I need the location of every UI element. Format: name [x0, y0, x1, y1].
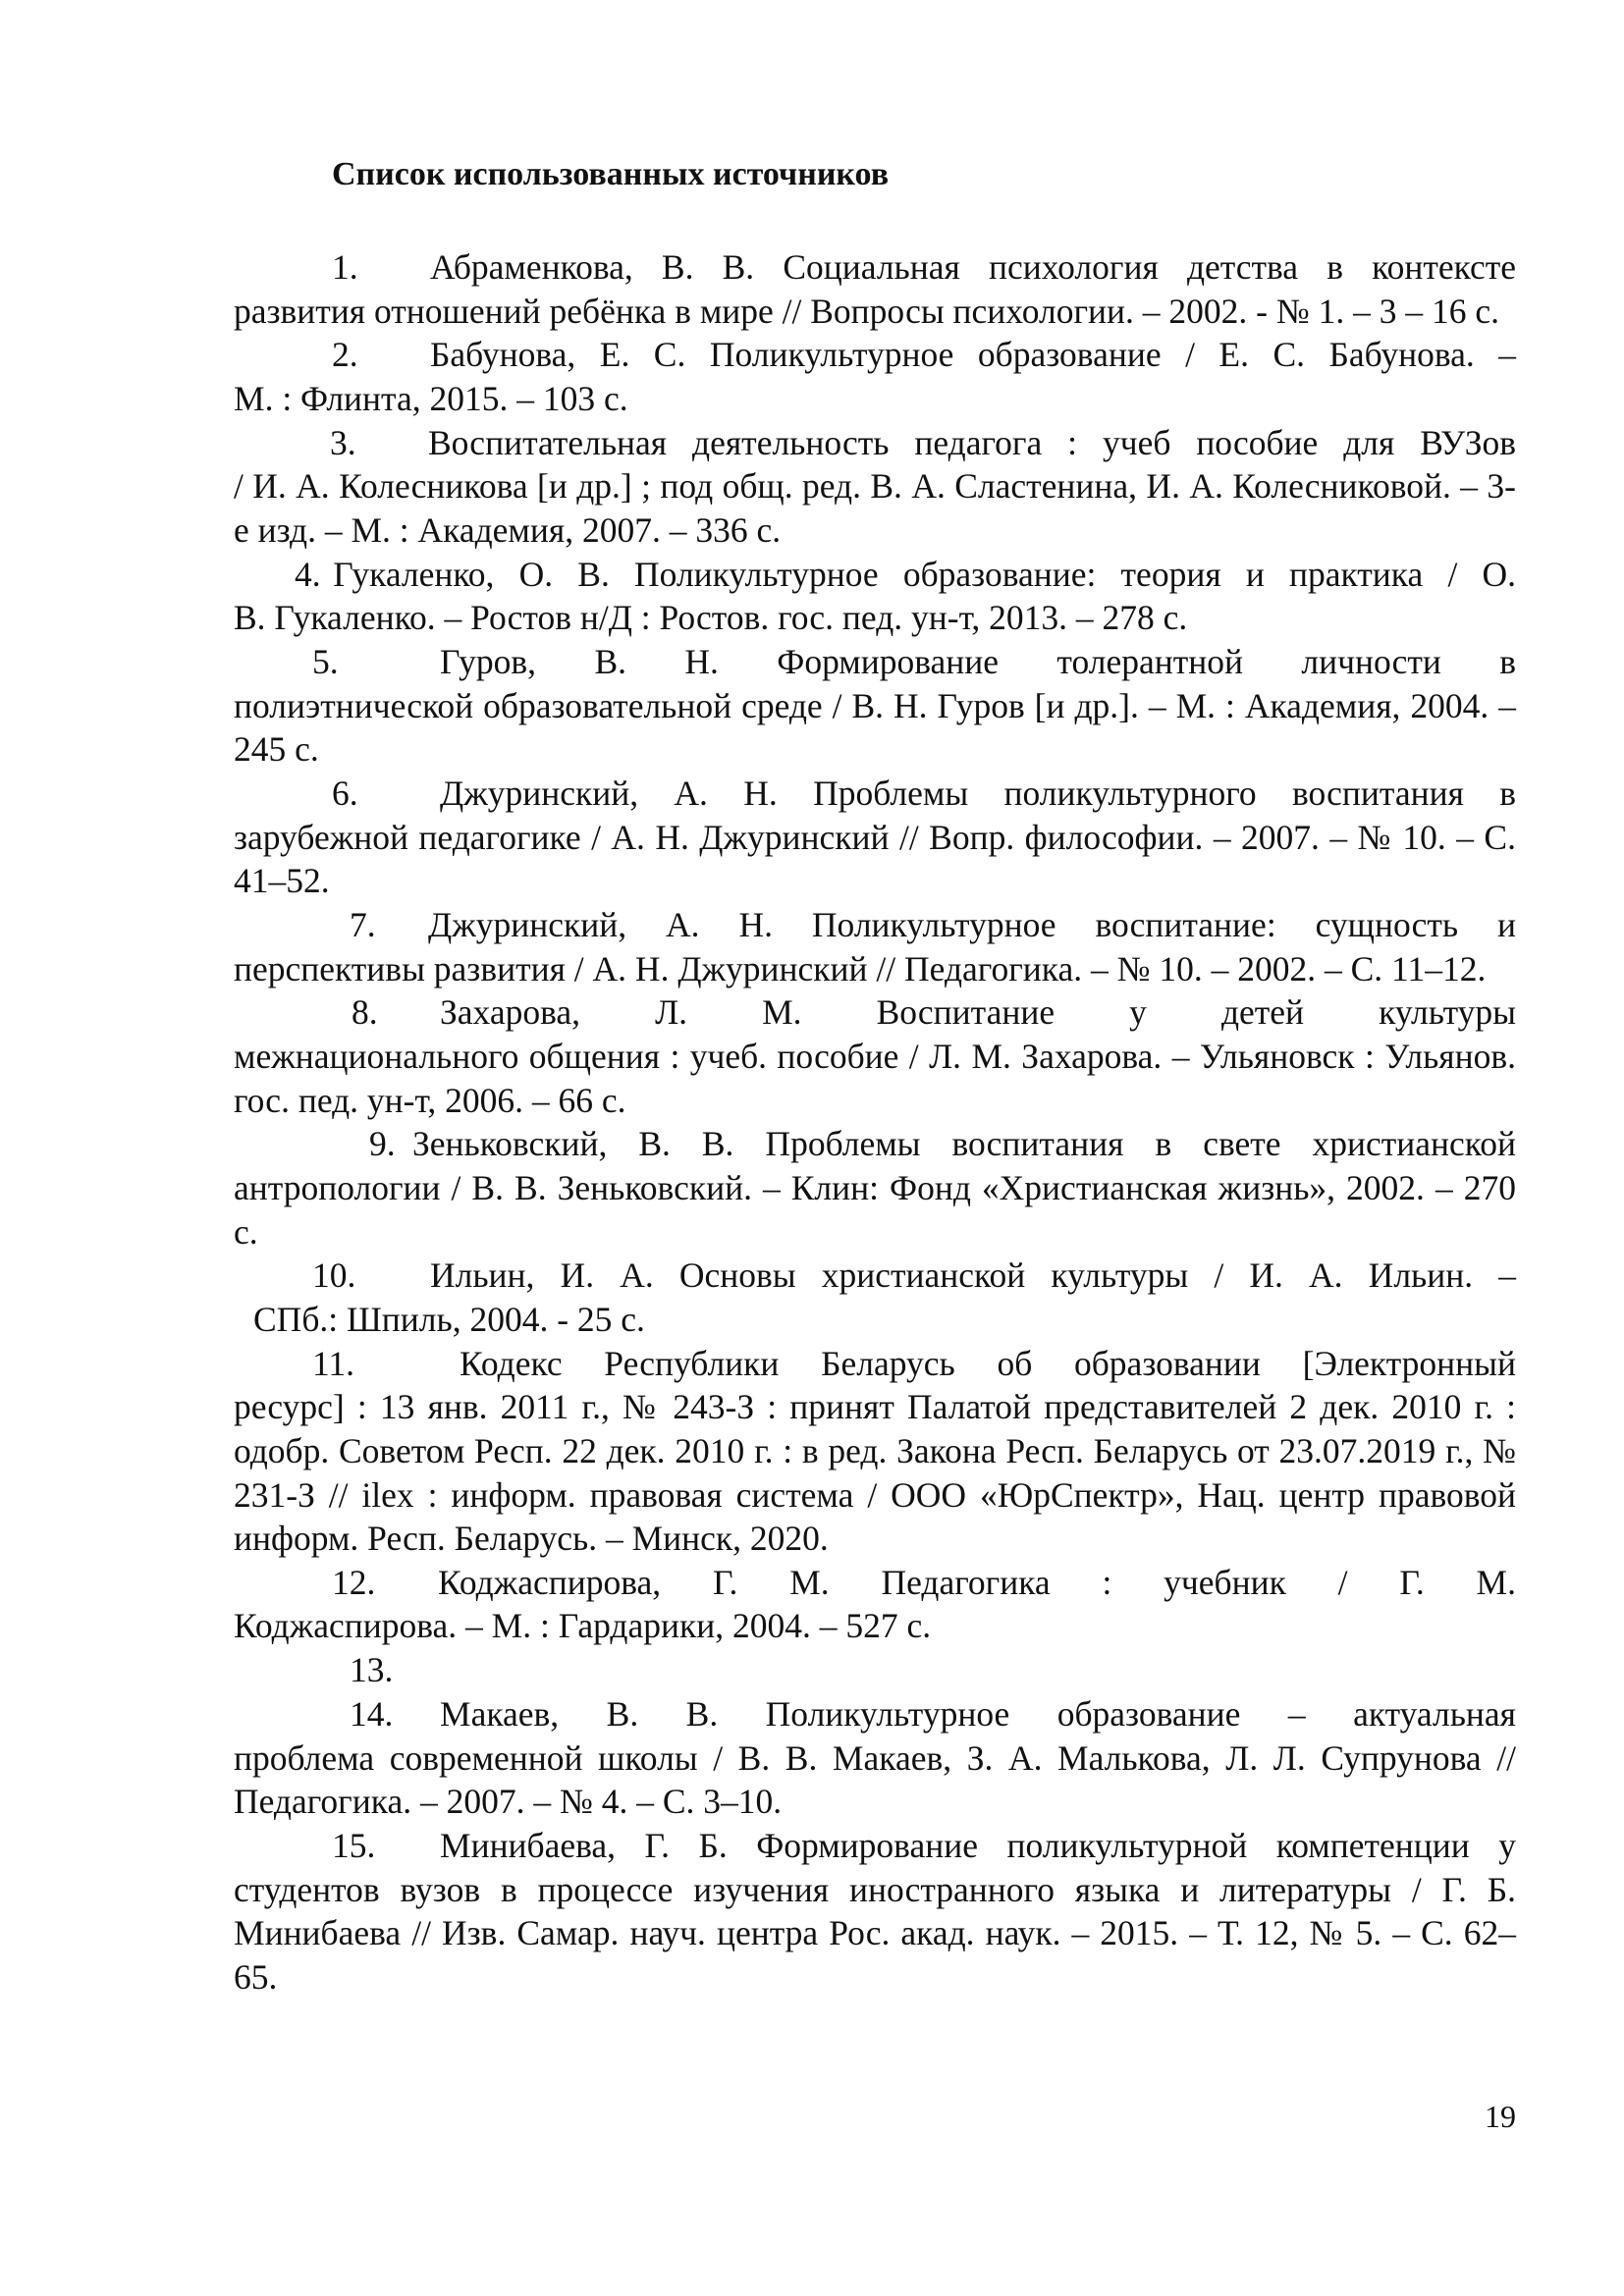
reference-entry-5: [234, 640, 1516, 772]
reference-entry-9: [234, 1122, 1516, 1254]
page-title: Список использованных источников: [332, 156, 890, 192]
reference-entry-15: [234, 1824, 1516, 1999]
entry-number: 13.: [350, 1650, 394, 1690]
reference-entry-2: [234, 333, 1516, 420]
page-number: 19: [1485, 2099, 1516, 2134]
entry-number: 3.: [330, 422, 356, 462]
reference-entry-7: [234, 903, 1516, 990]
entry-number: 4.: [295, 554, 321, 594]
entry-first-line: Бабунова, Е. С. Поликультурное образование / Е. С. Бабунова. –: [430, 335, 1516, 375]
entry-first-line: Кодекс Республики Беларусь об образовании [Электронный: [460, 1343, 1516, 1383]
entry-continuation: студентов вузов в процессе изучения иностранного языка и литературы / Г. Б. Минибаева // Изв. Самар. науч. центра Рос. акад. наук. – 2015. – Т. 12, № 5. – С. 62–65.: [234, 1869, 1516, 1997]
reference-entry-10: [234, 1254, 1516, 1341]
reference-entry-3: [234, 421, 1516, 553]
entry-first-line: Воспитательная деятельность педагога : учеб пособие для ВУЗов: [428, 422, 1516, 462]
entry-first-line: Минибаева, Г. Б. Формирование поликультурной компетенции у: [440, 1826, 1516, 1865]
entry-first-line: Коджаспирова, Г. М. Педагогика : учебник / Г. М.: [438, 1562, 1516, 1602]
entry-first-line: Джуринский, А. Н. Проблемы поликультурного воспитания в: [440, 774, 1516, 814]
reference-entry-1: [234, 245, 1516, 333]
entry-number: 14.: [350, 1694, 394, 1735]
reference-entry-6: [234, 772, 1516, 903]
entry-number: 5.: [312, 642, 339, 682]
entry-number: 12.: [332, 1562, 376, 1602]
entry-continuation: полиэтнической образовательной среде / В. Н. Гуров [и др.]. – М. : Академия, 2004. – 245 с.: [234, 685, 1516, 770]
entry-number: 7.: [350, 905, 376, 945]
entry-number: 6.: [332, 774, 358, 814]
entry-first-line: Гуров, В. Н. Формирование толерантной личности в: [440, 642, 1516, 682]
entry-number: 10.: [312, 1255, 356, 1296]
entry-first-line: Макаев, В. В. Поликультурное образование – актуальная: [440, 1694, 1516, 1735]
reference-entry-14: [234, 1692, 1516, 1824]
entry-continuation: антропологии / В. В. Зеньковский. – Клин: Фонд «Христианская жизнь», 2002. – 270 с.: [234, 1167, 1516, 1252]
entry-number: 11.: [312, 1343, 355, 1383]
entry-number: 8.: [352, 992, 378, 1033]
entry-number: 15.: [332, 1826, 376, 1865]
entry-continuation: ресурс] : 13 янв. 2011 г., № 243-З : принят Палатой представителей 2 дек. 2010 г. : одобр. Советом Респ. 22 дек. 2010 г. : в ред. Закона Респ. Беларусь от 23.07.2019 г., № 231-З // ilex : информ. правовая система / ООО «ЮрСпектр», Нац. центр правовой информ. Респ. Беларусь. – Минск, 2020.: [234, 1387, 1516, 1559]
reference-entry-4: [234, 553, 1516, 640]
reference-entry-8: [234, 990, 1516, 1122]
entry-number: 1.: [332, 247, 358, 287]
entry-first-line: Гукаленко, О. В. Поликультурное образование: теория и практика / О.: [333, 554, 1516, 594]
entry-continuation: СПб.: Шпиль, 2004. - 25 с.: [253, 1299, 645, 1339]
reference-entry-12: [234, 1561, 1516, 1648]
reference-list: [234, 245, 1516, 2000]
entry-first-line: Захарова, Л. М. Воспитание у детей культуры: [440, 992, 1516, 1033]
reference-entry-11: [234, 1342, 1516, 1561]
entry-first-line: Абраменкова, В. В. Социальная психология детства в контексте: [430, 247, 1516, 287]
entry-continuation: проблема современной школы / В. В. Макаев, З. А. Малькова, Л. Л. Супрунова // Педагогика. – 2007. – № 4. – С. 3–10.: [234, 1737, 1516, 1822]
entry-continuation: межнационального общения : учеб. пособие / Л. М. Захарова. – Ульяновск : Ульянов. гос. пед. ун-т, 2006. – 66 с.: [234, 1037, 1516, 1120]
entry-continuation: перспективы развития / А. Н. Джуринский // Педагогика. – № 10. – 2002. – С. 11–12.: [234, 948, 1487, 988]
entry-continuation: зарубежной педагогике / А. Н. Джуринский // Вопр. философии. – 2007. – № 10. – С. 41–52.: [234, 817, 1516, 901]
entry-continuation: / И. А. Колесникова [и др.] ; под общ. ред. В. А. Сластенина, И. А. Колесниковой. – 3-е изд. – М. : Академия, 2007. – 336 с.: [234, 466, 1516, 550]
entry-first-line: Ильин, И. А. Основы христианской культуры / И. А. Ильин. –: [430, 1255, 1516, 1296]
entry-continuation: В. Гукаленко. – Ростов н/Д : Ростов. гос. пед. ун-т, 2013. – 278 с.: [234, 598, 1188, 638]
entry-number: 2.: [332, 335, 358, 375]
entry-continuation: развития отношений ребёнка в мире // Вопросы психологии. – 2002. - № 1. – 3 – 16 с.: [234, 291, 1499, 331]
entry-first-line: Зеньковский, В. В. Проблемы воспитания в свете христианской: [412, 1124, 1516, 1164]
entry-continuation: Коджаспирова. – М. : Гардарики, 2004. – 527 с.: [234, 1606, 932, 1646]
entry-first-line: Джуринский, А. Н. Поликультурное воспитание: сущность и: [428, 905, 1516, 945]
entry-number: 9.: [369, 1124, 396, 1164]
reference-entry-13: [234, 1648, 1516, 1692]
entry-continuation: М. : Флинта, 2015. – 103 с.: [234, 378, 628, 418]
